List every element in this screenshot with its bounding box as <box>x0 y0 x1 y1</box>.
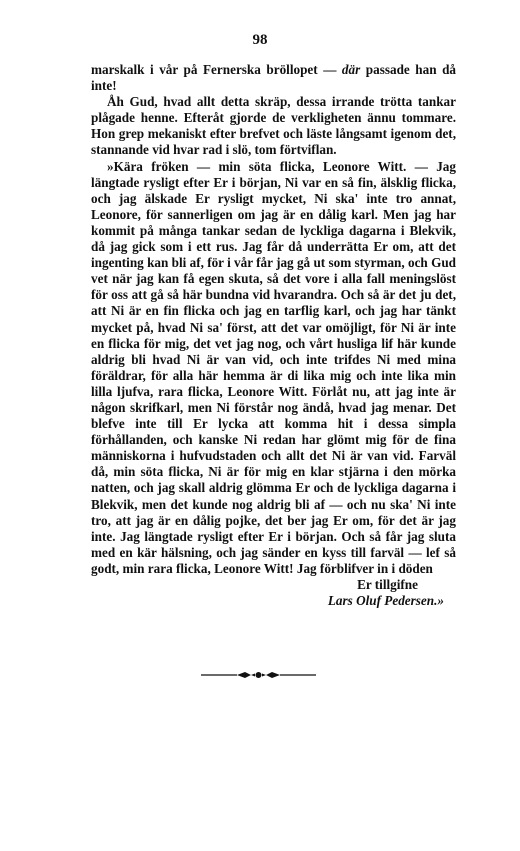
paragraph: Åh Gud, hvad allt detta skräp, dessa irrande trötta tankar plågade henne. Efteråt gjorde de verkligheten ännu tommare. Hon grep mekaniskt efter brefvet och läste långsamt igenom det, stannande vid hvar rad i slö, tom förtviflan. <box>91 94 456 158</box>
letter-signature <box>91 593 456 609</box>
text-run: marskalk i vår på Fernerska bröllopet — <box>91 62 342 77</box>
letter-paragraph: »Kära fröken — min söta flicka, Leonore Witt. — Jag längtade rysligt efter Er i början, Ni var en så fin, älsklig flicka, och jag älskade Er rysligt mycket, Ni ska' inte tro annat, Leonore, för sannerligen om jag är en dålig karl. Men jag har kommit på många tankar sedan de lyckliga dagarna i Blekvik, då jag gick som i ett rus. Jag får då underrätta Er om, att det ingenting kan bli af, för i vår får jag gå ut som styrman, och Gud vet när jag kan få egen skuta, så det vore i alla fall meningslöst för oss att gå så här bundna vid hvarandra. Och så är det ju det, att Ni är en fin flicka och jag en tarflig karl, och jag har tänkt mycket på, hvad Ni sa' först, att det var omöjligt, för Ni är inte en flicka för mig, det vet jag nog, och vårt husliga lif här kunde aldrig bli hvad Ni är van vid, och inte trifdes Ni med mina föräldrar, för alla här hemma är di lika mig och inte lika min lilla ljufva, rara flicka, Leonore Witt. Förlåt nu, att jag inte är någon skrifkarl, men Ni förstår nog ändå, hvad jag menar. Det blefve inte till Er lycka att komma hit i dessa simpla förhållanden, och kanske Ni redan har glömt mig för de fina människorna i hufvudstaden och allt det Ni är van vid. Farväl då, min söta flicka, Ni är för mig en klar stjärna i den mörka natten, och jag skall aldrig glömma Er och de lyckliga dagarna i Blekvik, men det kunde nog aldrig bli af — och nu ska' Ni inte tro, att jag är en dålig pojke, det ber jag Er om, för det är jag inte. Jag längtade rysligt efter Er i början. Och så får jag sluta med en kär hälsning, och jag sänder en kyss till farväl — lef så godt, min rara flicka, Leonore Witt! Jag förblifver in i döden <box>91 158 456 576</box>
italic-word: där <box>341 62 361 77</box>
text-run: passade han då inte! <box>91 62 456 94</box>
page-number: 98 <box>252 32 268 48</box>
closing-quote: » <box>437 593 444 609</box>
body-text <box>91 62 456 609</box>
paragraph-continuation <box>91 62 456 94</box>
letter-closing: Er tillgifne <box>357 577 418 592</box>
ornament-divider <box>201 670 316 680</box>
signature-name: Lars Oluf Pedersen. <box>327 593 438 609</box>
